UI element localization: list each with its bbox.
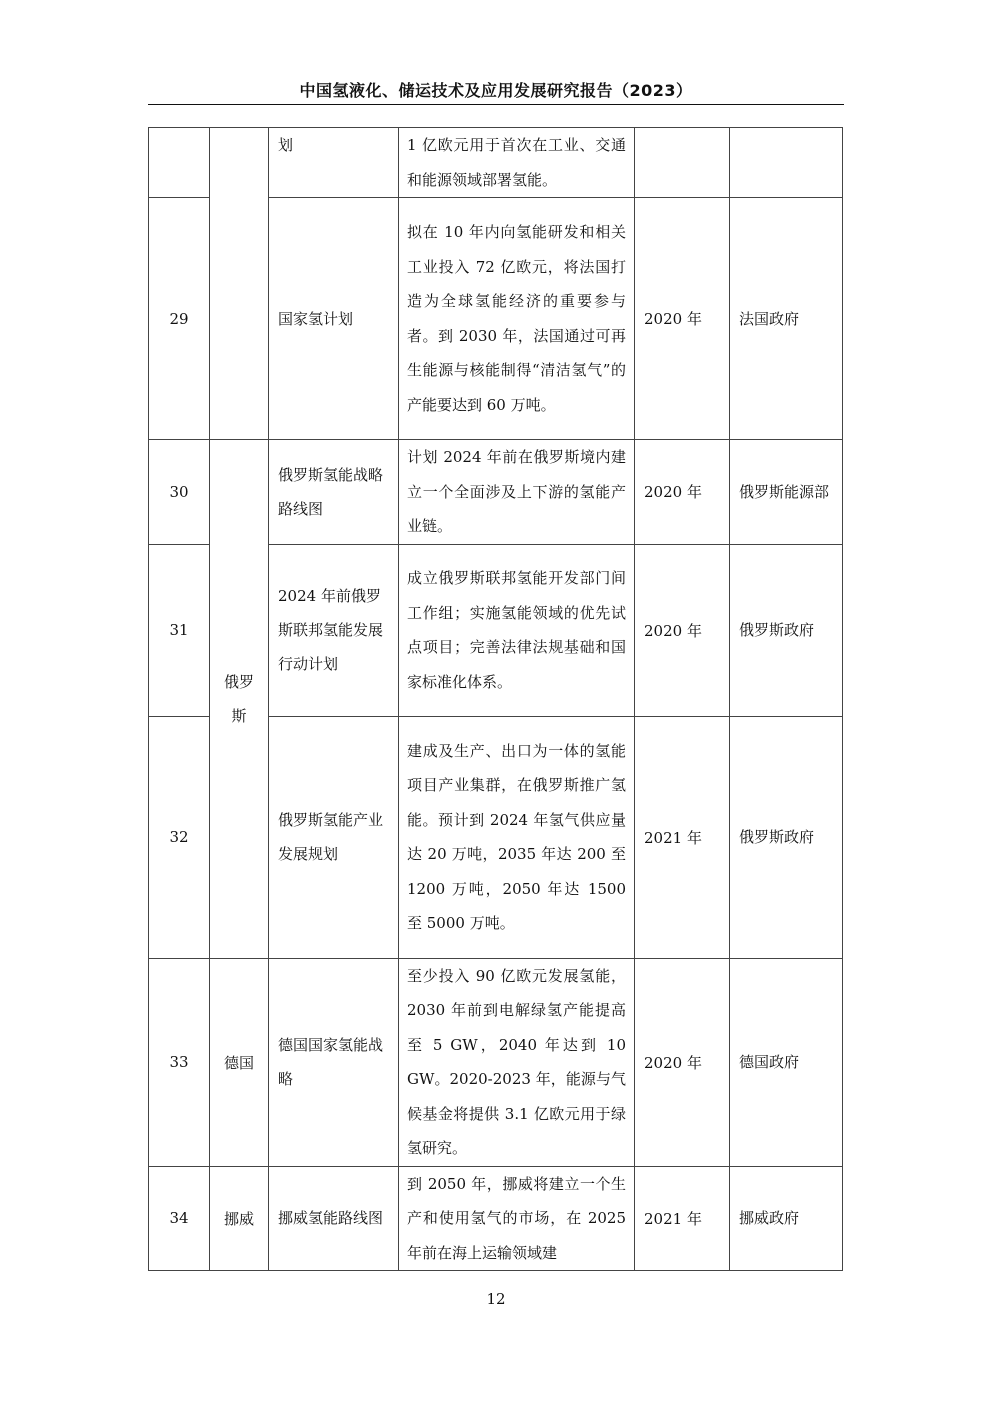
policy-issuer: 俄罗斯政府 [730,716,843,958]
policy-name: 挪威氢能路线图 [269,1166,399,1271]
policy-year: 2020 年 [635,544,730,716]
policy-year: 2020 年 [635,440,730,545]
policy-year: 2020 年 [635,198,730,440]
policy-issuer: 法国政府 [730,198,843,440]
row-number: 33 [149,958,210,1166]
policy-name: 国家氢计划 [269,198,399,440]
policy-year [635,128,730,198]
policy-name: 俄罗斯氢能战略路线图 [269,440,399,545]
row-country: 俄罗斯 [210,440,269,959]
policy-year: 2021 年 [635,716,730,958]
policy-description: 到 2050 年，挪威将建立一个生产和使用氢气的市场，在 2025 年前在海上运输领域建 [399,1166,635,1271]
row-country: 挪威 [210,1166,269,1271]
page-number: 12 [486,1290,506,1308]
policy-name: 划 [269,128,399,198]
policy-description: 拟在 10 年内向氢能研发和相关工业投入 72 亿欧元，将法国打造为全球氢能经济的重要参与者。到 2030 年，法国通过可再生能源与核能制得“清洁氢气”的产能要达到 60 万吨。 [399,198,635,440]
policy-name: 德国国家氢能战略 [269,958,399,1166]
policy-issuer: 俄罗斯能源部 [730,440,843,545]
row-number: 29 [149,198,210,440]
table-row [149,128,843,198]
page-header-title: 中国氢液化、储运技术及应用发展研究报告（2023） [299,81,693,100]
policy-table [148,127,843,1271]
policy-description: 成立俄罗斯联邦氢能开发部门间工作组；实施氢能领域的优先试点项目；完善法律法规基础和国家标准化体系。 [399,544,635,716]
policy-year: 2020 年 [635,958,730,1166]
policy-description: 计划 2024 年前在俄罗斯境内建立一个全面涉及上下游的氢能产业链。 [399,440,635,545]
policy-issuer: 挪威政府 [730,1166,843,1271]
policy-issuer: 德国政府 [730,958,843,1166]
row-country [210,128,269,440]
policy-year: 2021 年 [635,1166,730,1271]
policy-issuer [730,128,843,198]
policy-description: 建成及生产、出口为一体的氢能项目产业集群，在俄罗斯推广氢能。预计到 2024 年氢气供应量达 20 万吨，2035 年达 200 至 1200 万吨，2050 年达 1500 至 5000 万吨。 [399,716,635,958]
table-row [149,1166,843,1271]
row-number: 30 [149,440,210,545]
policy-description: 至少投入 90 亿欧元发展氢能，2030 年前到电解绿氢产能提高至 5 GW，2040 年达到 10 GW。2020-2023 年，能源与气候基金将提供 3.1 亿欧元用于绿氢研究。 [399,958,635,1166]
table-row [149,958,843,1166]
row-number: 32 [149,716,210,958]
row-country: 德国 [210,958,269,1166]
policy-name: 俄罗斯氢能产业发展规划 [269,716,399,958]
row-number [149,128,210,198]
policy-description: 1 亿欧元用于首次在工业、交通和能源领域部署氢能。 [399,128,635,198]
table-row [149,440,843,545]
policy-name: 2024 年前俄罗斯联邦氢能发展行动计划 [269,544,399,716]
row-number: 34 [149,1166,210,1271]
row-number: 31 [149,544,210,716]
header-divider [148,104,844,105]
policy-issuer: 俄罗斯政府 [730,544,843,716]
